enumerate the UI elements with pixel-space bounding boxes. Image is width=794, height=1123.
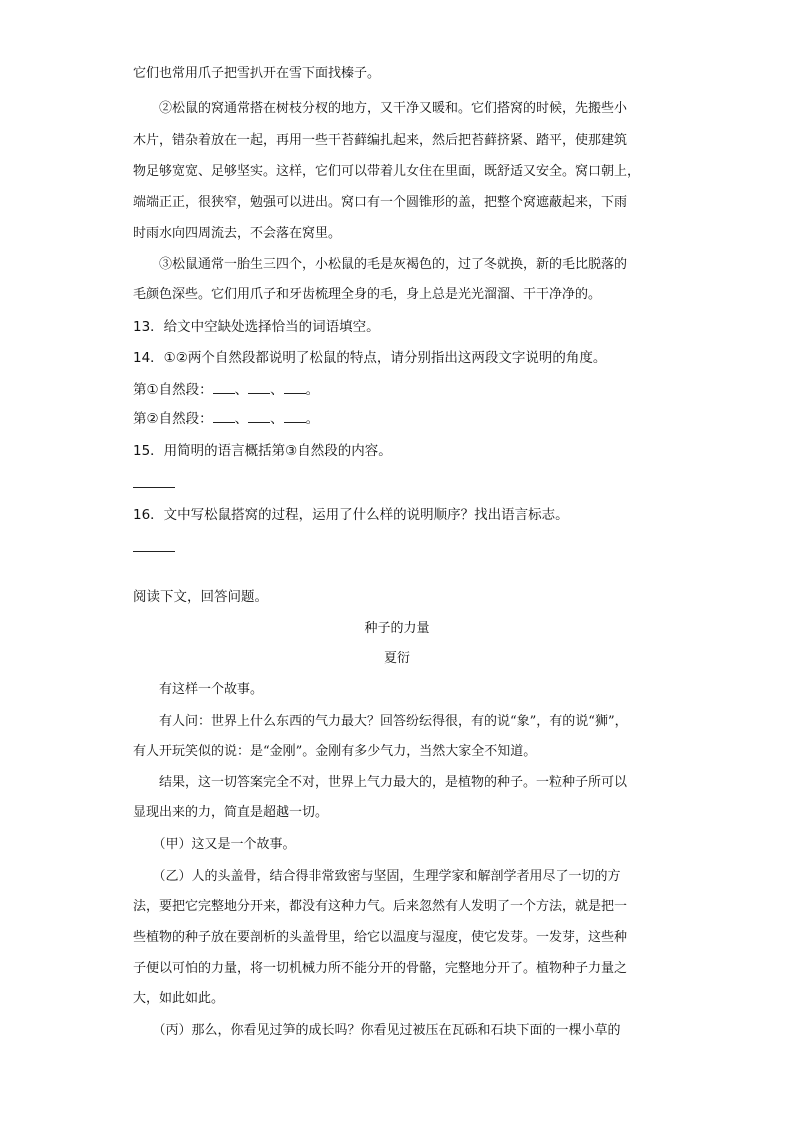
answer-blank[interactable]: [284, 409, 306, 423]
passage2-line: 显现出来的力，简直是超越一切。: [133, 805, 329, 820]
passage2-line: 有这样一个故事。: [133, 682, 264, 697]
passage2-line: 些植物的种子放在要剖析的头盖骨里，给它以温度与湿度，使它发芽。一发芽，这些种: [133, 930, 628, 945]
question-15: 15．用简明的语言概括第③自然段的内容。: [133, 443, 392, 459]
reading-intro: 阅读下文，回答问题。: [133, 589, 268, 605]
passage2-line: 结果，这一切答案完全不对，世界上气力最大的，是植物的种子。一粒种子所可以: [133, 775, 628, 790]
passage2-line: （甲）这又是一个故事。: [133, 837, 296, 852]
passage1-line: 端端正正，很狭窄，勉强可以进出。窝口有一个圆锥形的盖，把整个窝遮蔽起来，下雨: [133, 195, 628, 210]
answer-blank[interactable]: [284, 380, 306, 394]
question-13: 13．给文中空缺处选择恰当的词语填空。: [133, 319, 380, 335]
answer-row-para2: 第②自然段： 、 、 。: [133, 411, 320, 427]
answer-line[interactable]: [133, 487, 175, 488]
answer-blank[interactable]: [213, 409, 235, 423]
passage2-line: （丙）那么，你看见过笋的成长吗？你看见过被压在瓦砾和石块下面的一棵小草的: [133, 1023, 621, 1038]
para1-label: 第①自然段：: [133, 382, 213, 398]
para2-label: 第②自然段：: [133, 411, 213, 427]
passage1-line: 木片，错杂着放在一起，再用一些干苔藓编扎起来，然后把苔藓挤紧、踏平，使那建筑: [133, 133, 628, 148]
answer-blank[interactable]: [248, 409, 270, 423]
passage-author: 夏衍: [383, 651, 410, 666]
answer-blank[interactable]: [213, 380, 235, 394]
passage1-line: ③松鼠通常一胎生三四个，小松鼠的毛是灰褐色的，过了冬就换，新的毛比脱落的: [133, 257, 628, 272]
passage1-line: ②松鼠的窝通常搭在树枝分杈的地方，又干净又暖和。它们搭窝的时候，先搬些小: [133, 101, 628, 116]
answer-blank[interactable]: [248, 380, 270, 394]
question-16: 16．文中写松鼠搭窝的过程，运用了什么样的说明顺序？找出语言标志。: [133, 507, 569, 523]
answer-row-para1: 第①自然段： 、 、 。: [133, 382, 320, 398]
answer-line[interactable]: [133, 551, 175, 552]
passage2-line: 子便以可怕的力量，将一切机械力所不能分开的骨骼，完整地分开了。植物种子力量之: [133, 961, 628, 976]
question-14: 14．①②两个自然段都说明了松鼠的特点，请分别指出这两段文字说明的角度。: [133, 350, 607, 366]
passage2-line: 大，如此如此。: [133, 991, 225, 1006]
passage1-line: 物足够宽宽、足够坚实。这样，它们可以带着儿女住在里面，既舒适又安全。窝口朝上，: [133, 164, 641, 179]
passage2-line: 法，要把它完整地分开来，都没有这种力气。后来忽然有人发明了一个方法，就是把一: [133, 899, 628, 914]
passage1-line: 时雨水向四周流去，不会落在窝里。: [133, 226, 342, 241]
passage1-line: 它们也常用爪子把雪扒开在雪下面找榛子。: [133, 66, 381, 81]
passage-title: 种子的力量: [364, 621, 430, 636]
passage2-line: 有人开玩笑似的说：是“金刚”。金刚有多少气力，当然大家全不知道。: [133, 744, 537, 759]
passage2-line: 有人问：世界上什么东西的气力最大？回答纷纭得很，有的说“象”，有的说“狮”，: [133, 714, 628, 729]
passage1-line: 毛颜色深些。它们用爪子和牙齿梳理全身的毛，身上总是光光溜溜、干干净净的。: [133, 287, 602, 302]
passage2-line: （乙）人的头盖骨，结合得非常致密与坚固，生理学家和解剖学者用尽了一切的方: [133, 869, 621, 884]
